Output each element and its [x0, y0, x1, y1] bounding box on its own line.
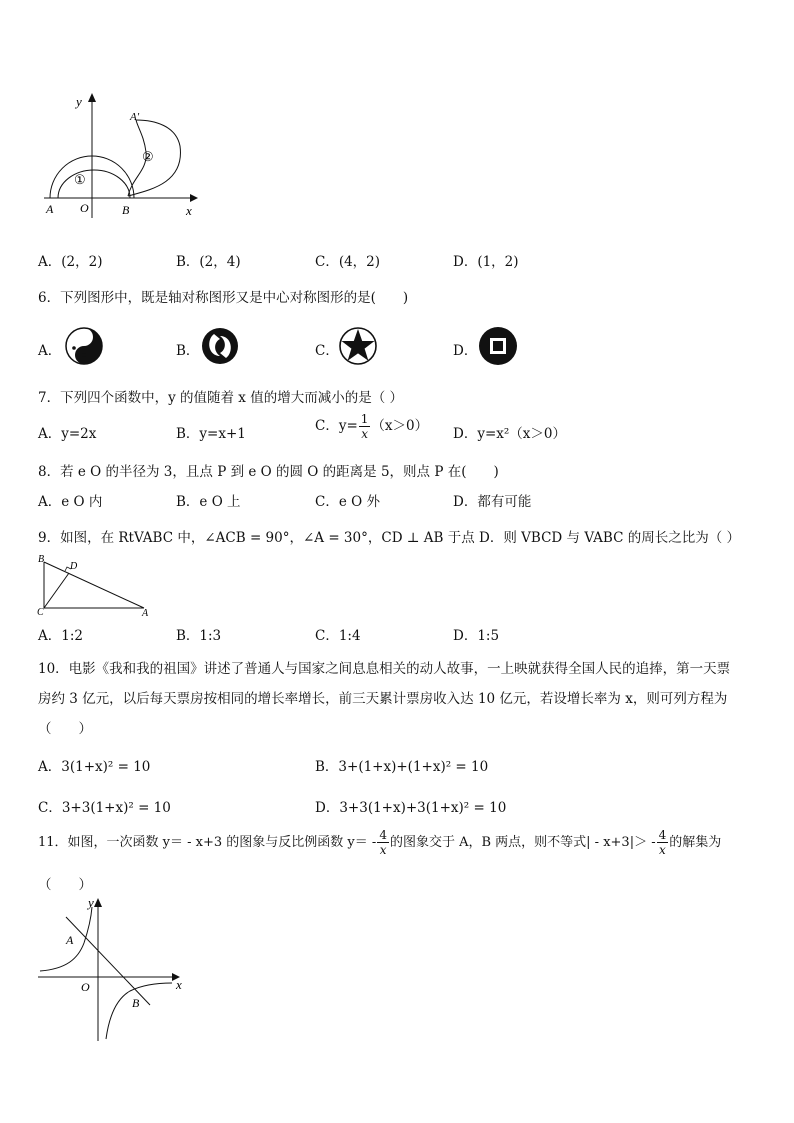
- q8-option-d[interactable]: D．都有可能: [453, 494, 532, 510]
- q8-option-c[interactable]: C．e O 外: [315, 494, 380, 510]
- label-x: x: [176, 977, 182, 992]
- q6-option-c[interactable]: C．: [315, 343, 339, 359]
- q6-text: 6．下列图形中，既是轴对称图形又是中心对称图形的是( ): [38, 290, 409, 306]
- line-y-equals-neg-x-plus-3: [66, 917, 150, 1005]
- label-y: y: [88, 895, 94, 910]
- q6-option-d[interactable]: D．: [453, 343, 478, 359]
- label-region-1: ①: [74, 172, 86, 187]
- q10-text-line1: 10．电影《我和我的祖国》讲述了普通人与国家之间息息相关的动人故事，一上映就获得全国人民的追捧，第一天票: [38, 661, 731, 677]
- q5-option-b[interactable]: B．(2，4): [176, 254, 241, 270]
- q9-option-b[interactable]: B．1:3: [176, 628, 222, 644]
- q6-option-a[interactable]: A．: [38, 343, 62, 359]
- label-region-2: ②: [142, 149, 154, 164]
- label-Aprime: A′: [130, 111, 140, 123]
- q7-option-c[interactable]: C．y= $\frac{1}{x}$ （x＞0）: [315, 412, 429, 441]
- label-B: B: [132, 996, 140, 1010]
- label-C: C: [37, 607, 44, 618]
- q9-option-a[interactable]: A．1:2: [38, 628, 83, 644]
- label-A: A: [66, 933, 74, 947]
- q5-figure: [40, 88, 210, 223]
- label-x: x: [186, 203, 192, 218]
- q10-option-b[interactable]: B．3+(1+x)+(1+x)² = 10: [315, 759, 489, 775]
- q10-text-line2: 房约 3 亿元，以后每天票房按相同的增长率增长，前三天累计票房收入达 10 亿元，若设增长率为 x，则可列方程为: [38, 691, 728, 707]
- label-O: O: [81, 980, 90, 994]
- q9-option-c[interactable]: C．1:4: [315, 628, 361, 644]
- swirl-emblem-icon: [200, 326, 240, 366]
- crescent-outer: [128, 120, 180, 196]
- q6-option-b[interactable]: B．: [176, 343, 200, 359]
- q9-option-d[interactable]: D．1:5: [453, 628, 500, 644]
- label-A: A: [142, 608, 149, 619]
- q10-option-c[interactable]: C．3+3(1+x)² = 10: [38, 800, 171, 816]
- q9-text: 9．如图，在 RtVABC 中，∠ACB = 90°，∠A = 30°，CD ⊥ AB 于点 D．则 VBCD 与 VABC 的周长之比为（ ）: [38, 530, 740, 546]
- q7-option-b[interactable]: B．y=x+1: [176, 426, 246, 442]
- y-axis-arrow: [88, 93, 96, 102]
- y-axis-arrow: [94, 898, 102, 907]
- q5-option-d[interactable]: D．(1，2): [453, 254, 519, 270]
- q10-option-d[interactable]: D．3+3(1+x)+3(1+x)² = 10: [315, 800, 507, 816]
- label-O: O: [80, 201, 89, 215]
- coin-square-icon: [478, 326, 518, 366]
- label-B: B: [122, 203, 130, 217]
- q8-option-b[interactable]: B．e O 上: [176, 494, 241, 510]
- star-in-circle-icon: [338, 326, 378, 366]
- q7-text: 7．下列四个函数中，y 的值随着 x 值的增大而减小的是（ ）: [38, 390, 403, 406]
- q9-triangle-figure: [34, 552, 154, 622]
- q8-option-a[interactable]: A．e O 内: [38, 494, 103, 510]
- label-D: D: [70, 561, 78, 572]
- hyperbola-right: [106, 983, 172, 1039]
- arc-small: [58, 170, 130, 198]
- q7-option-d[interactable]: D．y=x²（x＞0）: [453, 426, 566, 442]
- label-y: y: [76, 94, 82, 109]
- q8-text: 8．若 e O 的半径为 3，且点 P 到 e O 的圆 O 的距离是 5，则点 P 在( ): [38, 464, 499, 480]
- q5-option-c[interactable]: C．(4，2): [315, 254, 381, 270]
- q7-option-a[interactable]: A．y=2x: [38, 426, 97, 442]
- q11-text-line2: （ ）: [38, 877, 92, 893]
- q5-option-a[interactable]: A．(2，2): [38, 254, 103, 270]
- q11-graph-figure: [36, 893, 196, 1048]
- taiji-icon: [64, 326, 104, 366]
- q11-text-line1: 11．如图，一次函数 y＝ - x+3 的图象与反比例函数 y＝ - $\frac{4}{x}$ 的图象交于 A，B 两点，则不等式| - x+3|＞ - $\frac{4}{x}$ 的解集为: [38, 828, 722, 857]
- q10-text-line3: （ ）: [38, 721, 92, 737]
- q10-option-a[interactable]: A．3(1+x)² = 10: [38, 759, 151, 775]
- x-axis-arrow: [190, 194, 198, 202]
- label-B: B: [38, 554, 45, 565]
- label-A: A: [46, 202, 54, 216]
